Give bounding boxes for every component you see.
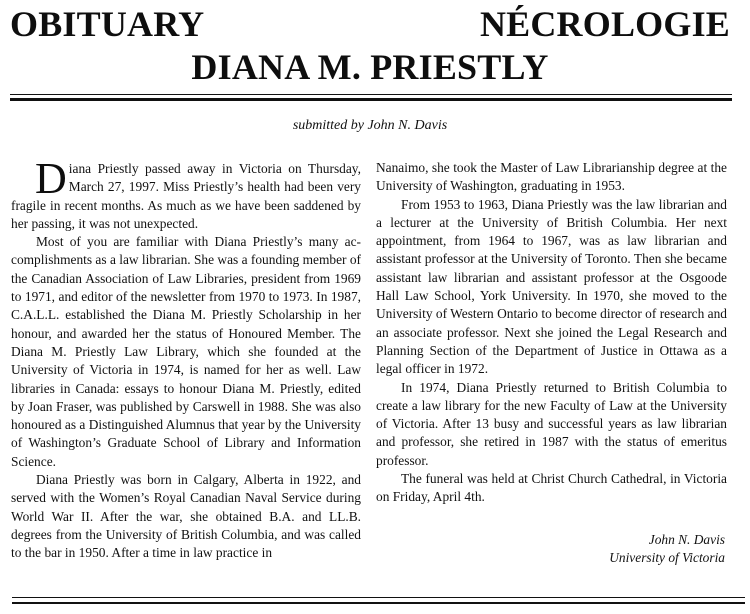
paragraph-2: Most of you are familiar with Diana Priestly’s many accomplishments as a law librarian. She was a founding member of the Canadian Association of Law Libraries, president from 1969 to 1971, and editor of the newsletter from 1970 to 1973. In 1987, C.A.L.L. established the Diana M. Priestly Scholarship in her honour, and awarded her the status of Honoured Member. The Diana M. Priestly Law Library, which she founded at the University of Victoria in 1974, is named for her as well. Law libraries in Canada: essays to honour Diana M. Priestly, edited by Joan Fraser, was published by Carswell in 1988. She was also honoured as a Distinguished Alumnus that year by the University of Washington’s Graduate School of Library and Information Science. bbox=[11, 234, 361, 469]
paragraph-3-continued: Nanaimo, she took the Master of Law Librarianship degree at the University of Washington, graduating in 1953. bbox=[376, 160, 727, 194]
header-divider-thick bbox=[10, 98, 732, 101]
signature-affiliation: University of Victoria bbox=[609, 549, 725, 565]
paragraph-3: Diana Priestly was born in Calgary, Alberta in 1922, and served with the Women’s Royal Canadian Naval Service during World War II. After the war, she obtained B.A. and LL.B. degrees from the University of British Columbia, and was called to the bar in 1950. After a time in law practice in bbox=[11, 472, 361, 561]
paragraph-4: From 1953 to 1963, Diana Priestly was the law librarian and a lecturer at the University of British Columbia. Her next appointment, from 1964 to 1967, was as law librarian and assistant professor at the University of Toronto. Then she became assistant law librarian and assistant professor at the Osgoode Hall Law School, York University. In 1970, she moved to the University of Western Ontario to become director of research and an associate professor. Next she joined the Legal Research and Planning Section of the Department of Justice in Ottawa as a legal officer in 1972. bbox=[376, 196, 727, 377]
paragraph-5: In 1974, Diana Priestly returned to British Columbia to create a law library for the new Faculty of Law at the University of Victoria. After 13 busy and successful years as law librarian and professor, she retired in 1987 with the status of emeritus professor. bbox=[376, 379, 727, 468]
section-title-french: NÉCROLOGIE bbox=[479, 4, 730, 44]
drop-cap: D bbox=[35, 154, 67, 203]
article-column-right bbox=[376, 159, 727, 567]
footer-divider-thick bbox=[12, 602, 745, 604]
obituary-name-heading: DIANA M. PRIESTLY bbox=[191, 47, 549, 87]
section-title-english: OBITUARY bbox=[10, 4, 205, 44]
paragraph-1 bbox=[11, 154, 361, 233]
paragraph-1-text: iana Priestly passed away in Victoria on Thursday, March 27, 1997. Miss Priestly’s health had been very fragile in recent months. As much as we have been saddened by her passing, it was not unexpected. bbox=[11, 161, 361, 231]
footer-divider-thin bbox=[12, 597, 745, 598]
header-divider-thin bbox=[10, 94, 732, 95]
signature-name: John N. Davis bbox=[648, 531, 725, 547]
paragraph-6: The funeral was held at Christ Church Cathedral, in Victoria on Friday, April 4th. bbox=[376, 471, 727, 505]
signature-block bbox=[376, 531, 727, 567]
byline: submitted by John N. Davis bbox=[292, 118, 448, 133]
article-column-left bbox=[11, 154, 361, 563]
